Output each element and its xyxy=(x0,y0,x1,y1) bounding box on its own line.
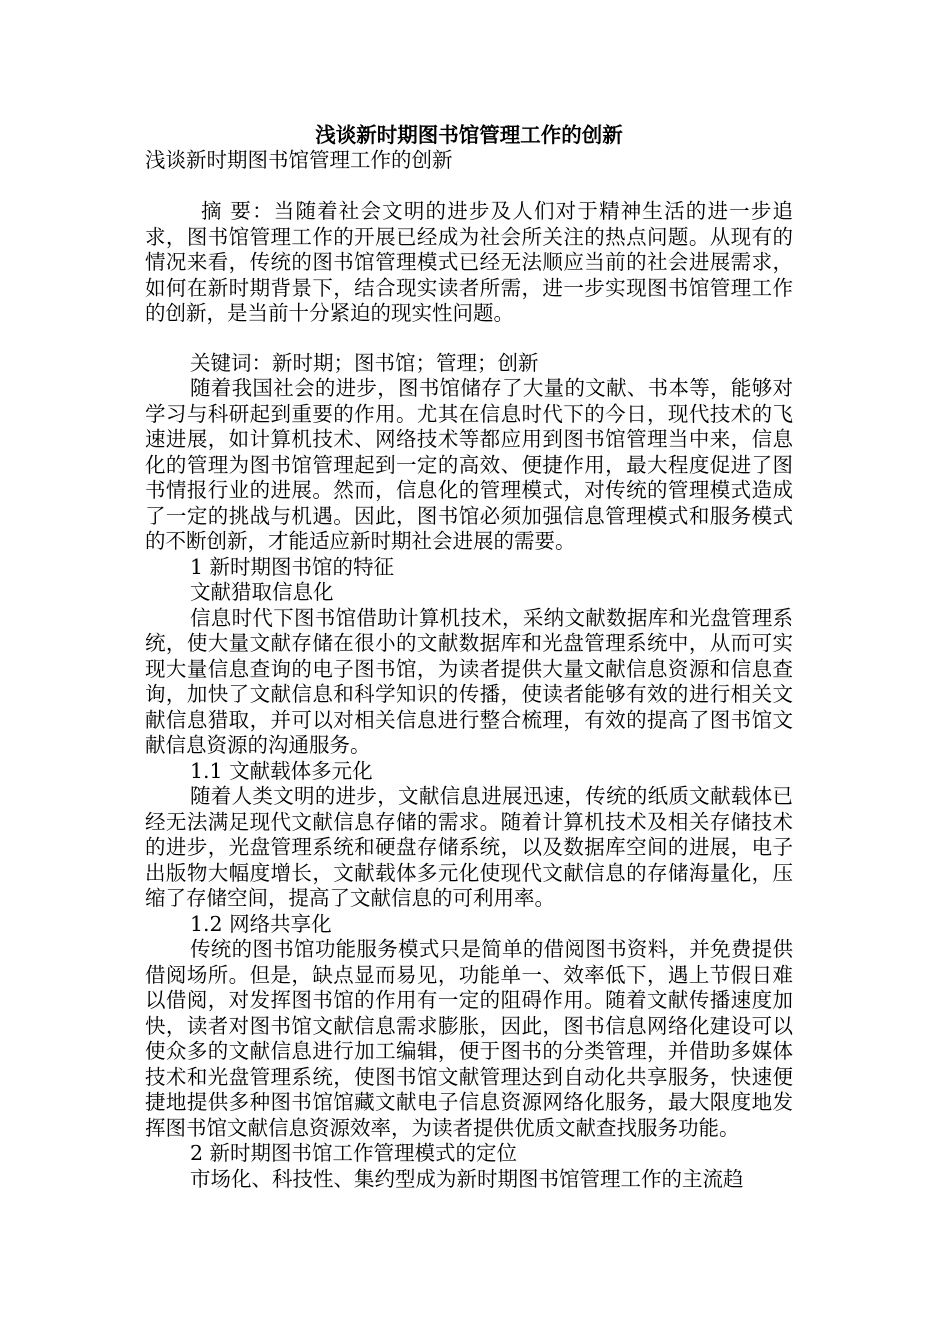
blank-line xyxy=(145,327,793,351)
section-1-subheading: 文献猎取信息化 xyxy=(190,580,334,604)
section-1-paragraph: 信息时代下图书馆借助计算机技术，采纳文献数据库和光盘管理系统，使大量文献存储在很小的文献数据库和光盘管理系统中，从而可实现大量信息查询的电子图书馆，为读者提供大量文献信息资源和信息查询，加快了文献信息和科学知识的传播，使读者能够有效的进行相关文献信息猎取，并可以对相关信息进行整合梳理，有效的提高了图书馆文献信息资源的沟通服务。 xyxy=(145,605,793,757)
blank-line xyxy=(145,175,793,199)
keywords-line: 关键词：新时期；图书馆；管理；创新 xyxy=(190,350,539,375)
abstract-paragraph: 摘 要：当随着社会文明的进步及人们对于精神生活的进一步追求，图书馆管理工作的开展已经成为社会所关注的热点问题。从现有的情况来看，传统的图书馆管理模式已经无法顺应当前的社会进展需求，如何在新时期背景下，结合现实读者所需，进一步实现图书馆管理工作的创新，是当前十分紧迫的现实性问题。 xyxy=(145,199,793,325)
section-1-1-heading: 1.1 文献载体多元化 xyxy=(190,758,373,783)
document-page xyxy=(145,122,793,1192)
document-title: 浅谈新时期图书馆管理工作的创新 xyxy=(315,123,623,147)
section-1-heading: 1 新时期图书馆的特征 xyxy=(190,554,395,579)
section-2-heading: 2 新时期图书馆工作管理模式的定位 xyxy=(190,1141,518,1165)
section-1-1-paragraph: 随着人类文明的进步，文献信息进展迅速，传统的纸质文献载体已经无法满足现代文献信息存储的需求。随着计算机技术及相关存储技术的进步，光盘管理系统和硬盘存储系统，以及数据库空间的进展，电子出版物大幅度增长，文献载体多元化使现代文献信息的存储海量化，压缩了存储空间，提高了文献信息的可利用率。 xyxy=(145,784,793,910)
section-1-2-heading: 1.2 网络共享化 xyxy=(190,911,332,936)
document-subtitle: 浅谈新时期图书馆管理工作的创新 xyxy=(145,148,453,172)
section-1-2-paragraph: 传统的图书馆功能服务模式只是简单的借阅图书资料，并免费提供借阅场所。但是，缺点显而易见，功能单一、效率低下，遇上节假日难以借阅，对发挥图书馆的作用有一定的阻碍作用。随着文献传播速度加快，读者对图书馆文献信息需求膨胀，因此，图书信息网络化建设可以使众多的文献信息进行加工编辑，便于图书的分类管理，并借助多媒体技术和光盘管理系统，使图书馆文献管理达到自动化共享服务，快速便捷地提供多种图书馆馆藏文献电子信息资源网络化服务，最大限度地发挥图书馆文献信息资源效率，为读者提供优质文献查找服务功能。 xyxy=(145,937,793,1140)
intro-paragraph: 随着我国社会的进步，图书馆储存了大量的文献、书本等，能够对学习与科研起到重要的作用。尤其在信息时代下的今日，现代技术的飞速进展，如计算机技术、网络技术等都应用到图书馆管理当中来，信息化的管理为图书馆管理起到一定的高效、便捷作用，最大程度促进了图书情报行业的进展。然而，信息化的管理模式，对传统的管理模式造成了一定的挑战与机遇。因此，图书馆必须加强信息管理模式和服务模式的不断创新，才能适应新时期社会进展的需要。 xyxy=(145,376,793,553)
section-2-paragraph: 市场化、科技性、集约型成为新时期图书馆管理工作的主流趋 xyxy=(190,1166,744,1191)
